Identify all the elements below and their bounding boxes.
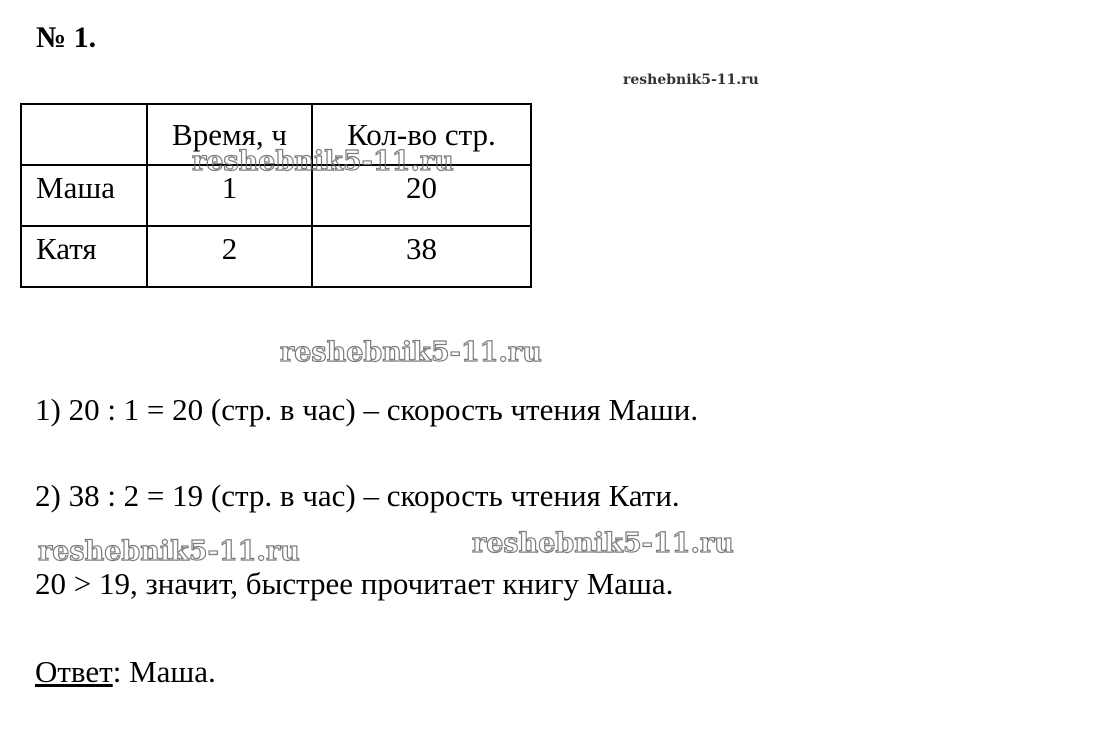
data-table [20, 103, 532, 288]
table-cell: 1 [147, 165, 312, 226]
answer-value: : Маша. [112, 654, 216, 689]
table-cell: 38 [312, 226, 531, 287]
table-header-cell: Время, ч [147, 104, 312, 165]
table-header-cell [21, 104, 147, 165]
table-cell: Маша [21, 165, 147, 226]
table-header-row [21, 104, 531, 165]
conclusion-text: 20 > 19, значит, быстрее прочитает книгу Маша. [35, 566, 674, 601]
table-row [21, 165, 531, 226]
watermark-top: reshebnik5-11.ru [623, 72, 759, 88]
watermark-middle: reshebnik5-11.ru [280, 337, 542, 368]
solution-step-1: 1) 20 : 1 = 20 (стр. в час) – скорость чтения Маши. [35, 392, 699, 427]
table-cell: 20 [312, 165, 531, 226]
answer-line [35, 652, 216, 692]
table-cell: 2 [147, 226, 312, 287]
table-header-cell: Кол-во стр. [312, 104, 531, 165]
table-cell: Катя [21, 226, 147, 287]
answer-label: Ответ [35, 654, 113, 689]
solution-step-2: 2) 38 : 2 = 19 (стр. в час) – скорость чтения Кати. [35, 478, 680, 513]
problem-number: № 1. [36, 21, 97, 54]
watermark-lower-left: reshebnik5-11.ru [38, 536, 300, 567]
table-row [21, 226, 531, 287]
watermark-lower-right: reshebnik5-11.ru [472, 528, 734, 559]
watermark-table: reshebnik5-11.ru [192, 146, 454, 177]
